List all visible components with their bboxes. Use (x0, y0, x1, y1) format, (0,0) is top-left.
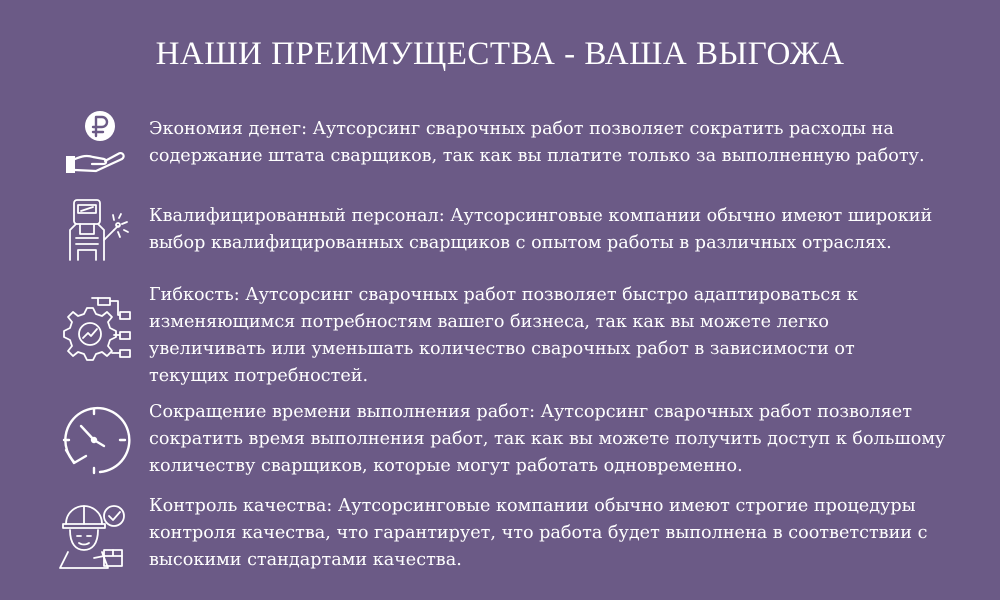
ruble-coin-hand-icon (56, 104, 136, 184)
advantage-text: Экономия денег: Аутсорсинг сварочных работ позволяет сократить расходы на содержание штата сварщиков, так как вы платите только за выполненную работу. (149, 119, 925, 166)
welder-icon (56, 194, 136, 274)
advantage-text: Квалифицированный персонал: Аутсорсинговые компании обычно имеют широкий выбор квалифицированных сварщиков с опытом работы в различных отраслях. (149, 206, 933, 253)
quality-inspector-icon (56, 498, 136, 578)
advantage-text: Сокращение времени выполнения работ: Аутсорсинг сварочных работ позволяет сократить время выполнения работ, так как вы можете получить доступ к большому количеству сварщиков, которые могут работать одновременно. (149, 402, 946, 476)
page-title: НАШИ ПРЕИМУЩЕСТВА - ВАША ВЫГОЖА (155, 36, 845, 72)
clock-icon (56, 402, 136, 482)
advantage-text: Контроль качества: Аутсорсинговые компании обычно имеют строгие процедуры контроля качества, что гарантирует, что работа будет выполнена в соответствии с высокими стандартами качества. (149, 496, 928, 570)
advantage-text: Гибкость: Аутсорсинг сварочных работ позволяет быстро адаптироваться к изменяющимся потребностям вашего бизнеса, так как вы можете легко увеличивать или уменьшать количество сварочных работ в зависимости от текущих потребностей. (149, 285, 858, 386)
gear-flowchart-icon (56, 290, 136, 370)
